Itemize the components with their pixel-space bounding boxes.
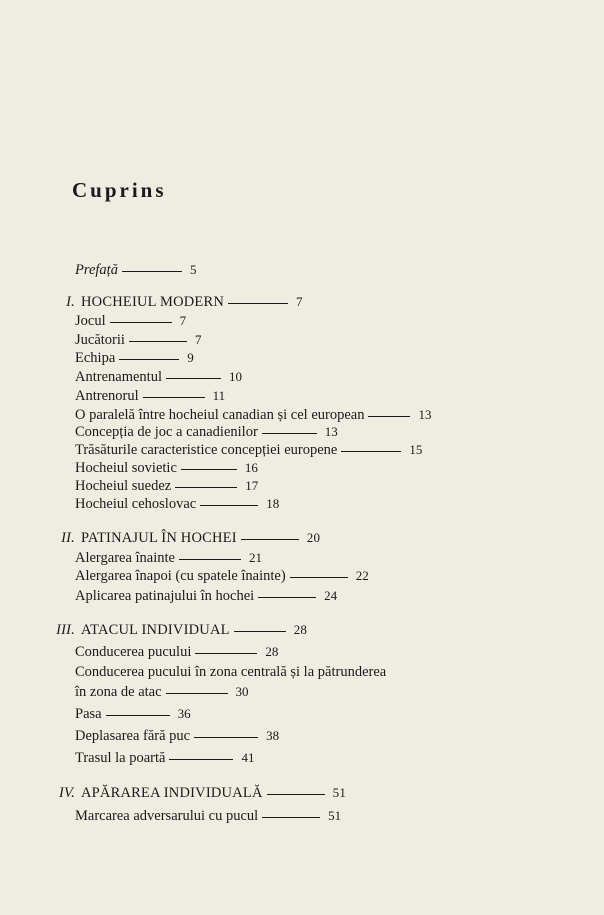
leader-line: [267, 794, 325, 795]
leader-line: [129, 341, 187, 342]
toc-chapter-1: [66, 294, 303, 311]
leader-line: [119, 359, 179, 360]
toc-entry-page: 21: [248, 550, 262, 565]
leader-line: [241, 539, 299, 540]
page-title: Cuprins: [72, 178, 167, 202]
chapter-number: III.: [56, 622, 75, 638]
leader-line: [200, 505, 258, 506]
toc-entry-page: 7: [179, 313, 187, 328]
toc-entry: [75, 369, 242, 386]
toc-entry-page: 11: [212, 388, 226, 403]
toc-entry-label: Deplasarea fără puc: [75, 728, 191, 744]
leader-line: [262, 817, 320, 818]
leader-line: [169, 759, 233, 760]
leader-line: [290, 577, 348, 578]
leader-line: [179, 559, 241, 560]
toc-entry-page: 51: [328, 808, 342, 823]
leader-line: [143, 397, 205, 398]
leader-line: [175, 487, 237, 488]
toc-entry: [75, 478, 258, 495]
toc-entry-label: Trasul la poartă: [75, 750, 166, 766]
leader-line: [195, 653, 257, 654]
toc-chapter-2: [61, 530, 321, 547]
toc-entry-label: Alergarea înainte: [75, 550, 175, 566]
toc-entry-label: Hocheiul cehoslovac: [75, 496, 197, 512]
toc-entry-page: 20: [306, 530, 321, 545]
toc-entry-page: 13: [324, 424, 338, 439]
toc-entry: [75, 568, 369, 585]
toc-entry-page: 13: [418, 407, 432, 422]
toc-entry: [75, 442, 422, 459]
leader-line: [258, 597, 316, 598]
toc-entry-page: 9: [187, 350, 194, 365]
toc-entry: [75, 664, 386, 681]
toc-entry-page: 7: [296, 294, 303, 309]
toc-entry: [75, 808, 341, 825]
toc-entry: [75, 332, 201, 349]
toc-entry: [75, 728, 279, 745]
toc-entry-label: Concepția de joc a canadienilor: [75, 424, 258, 440]
toc-entry: [75, 407, 431, 424]
toc-entry: [75, 350, 194, 367]
toc-entry-label: Jucătorii: [75, 332, 125, 348]
toc-entry-label: O paralelă între hocheiul canadian și cel european: [75, 407, 365, 423]
leader-line: [122, 271, 182, 272]
toc-entry: [75, 424, 338, 441]
toc-entry-label: Conducerea pucului: [75, 644, 192, 660]
leader-line: [166, 693, 228, 694]
toc-entry-label: Jocul: [75, 313, 106, 329]
toc-entry: [75, 388, 225, 405]
toc-entry-label: Trăsăturile caracteristice concepției europene: [75, 442, 338, 458]
toc-entry-page: 5: [189, 262, 197, 277]
toc-entry-page: 36: [177, 706, 191, 721]
toc-entry-label: Echipa: [75, 350, 116, 366]
toc-entry-page: 38: [266, 728, 280, 743]
leader-line: [234, 631, 286, 632]
leader-line: [194, 737, 258, 738]
toc-entry-label: Antrenorul: [75, 388, 139, 404]
toc-entry-page: 17: [245, 478, 259, 493]
leader-line: [110, 322, 172, 323]
leader-line: [262, 433, 317, 434]
toc-entry-page: 28: [293, 622, 308, 637]
toc-entry: [75, 706, 191, 723]
toc-entry-page: 18: [266, 496, 280, 511]
toc-entry-label: Hocheiul sovietic: [75, 460, 177, 476]
toc-entry: [75, 496, 279, 513]
toc-chapter-4: [58, 785, 347, 802]
toc-entry-page: 28: [265, 644, 279, 659]
toc-entry-label: PATINAJUL ÎN HOCHEI: [81, 530, 237, 546]
toc-entry-label: Pasa: [75, 706, 102, 722]
toc-entry-label: HOCHEIUL MODERN: [81, 294, 225, 310]
toc-entry-page: 41: [241, 750, 255, 765]
toc-entry-page: 22: [355, 568, 369, 583]
toc-entry-label: Aplicarea patinajului în hochei: [75, 588, 255, 604]
leader-line: [181, 469, 237, 470]
leader-line: [166, 378, 221, 379]
toc-entry: [75, 750, 254, 767]
toc-chapter-3: [56, 622, 308, 639]
chapter-number: IV.: [58, 785, 75, 801]
toc-entry-label: Prefață: [75, 262, 118, 278]
leader-line: [106, 715, 170, 716]
toc-entry: [75, 684, 249, 701]
leader-line: [341, 451, 401, 452]
toc-entry-label: Hocheiul suedez: [75, 478, 172, 494]
toc-entry-label: APĂRAREA INDIVIDUALĂ: [81, 785, 263, 801]
chapter-number: I.: [66, 294, 75, 310]
toc-entry: [75, 588, 337, 605]
toc-entry-label: Alergarea înapoi (cu spatele înainte): [75, 568, 286, 584]
toc-entry-label: Marcarea adversarului cu pucul: [75, 808, 259, 824]
toc-entry-page: 24: [324, 588, 338, 603]
toc-entry-page: 7: [194, 332, 202, 347]
toc-entry-preface: [75, 262, 196, 279]
toc-entry-label: ATACUL INDIVIDUAL: [81, 622, 230, 638]
toc-entry: [75, 460, 258, 477]
leader-line: [368, 416, 410, 417]
toc-entry-label: în zona de atac: [75, 684, 162, 700]
toc-entry-page: 10: [228, 369, 242, 384]
toc-entry-page: 30: [235, 684, 249, 699]
leader-line: [228, 303, 288, 304]
toc-entry: [75, 644, 278, 661]
toc-entry: [75, 313, 186, 330]
toc-entry-page: 16: [244, 460, 258, 475]
toc-entry-label: Conducerea pucului în zona centrală și la pătrunderea: [75, 664, 387, 680]
toc-entry-label: Antrenamentul: [75, 369, 162, 385]
toc-entry: [75, 550, 262, 567]
toc-entry-page: 15: [409, 442, 423, 457]
toc-entry-page: 51: [332, 785, 347, 800]
chapter-number: II.: [61, 530, 75, 546]
